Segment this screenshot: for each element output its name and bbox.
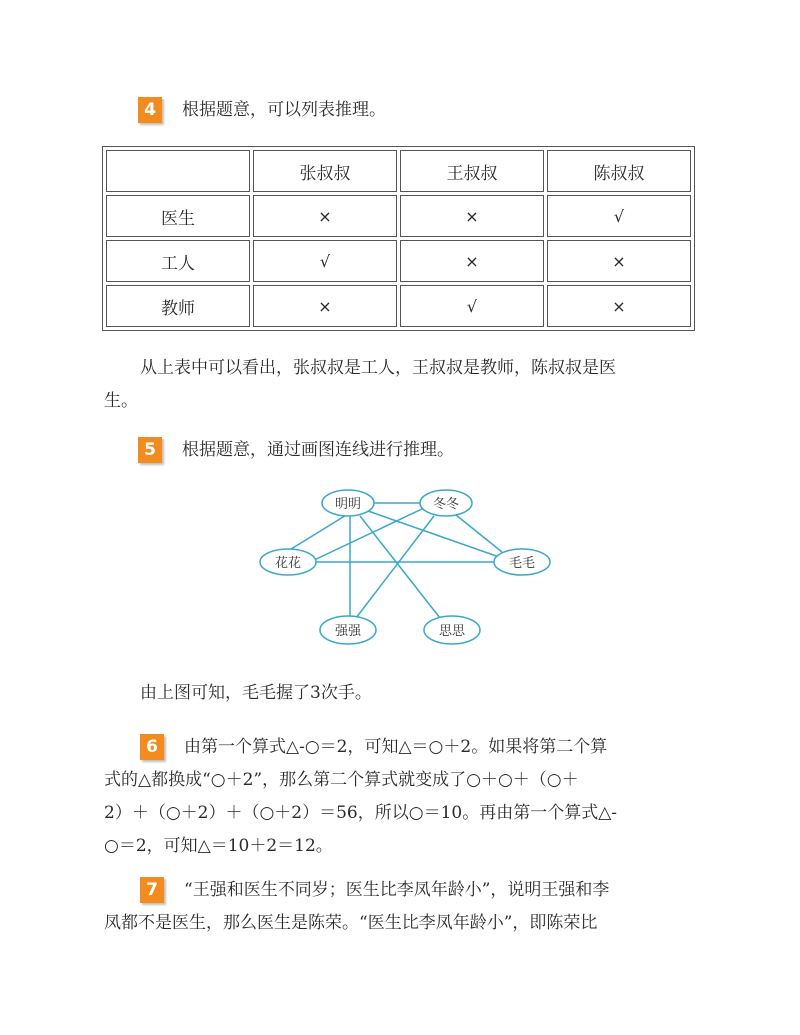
table-header-cell: 张叔叔 <box>253 150 397 192</box>
node-qiangqiang-label: 强强 <box>334 624 362 639</box>
table-cell: × <box>400 195 544 237</box>
table-cell: √ <box>547 195 691 237</box>
section-6-line2: 式的△都换成“○＋2”，那么第二个算式就变成了○＋○＋（○＋ <box>104 770 579 790</box>
table-row <box>106 195 691 237</box>
node-sisi-label: 思思 <box>438 624 466 639</box>
node-maomao-label: 毛毛 <box>508 556 536 571</box>
graph-nodes <box>260 490 550 644</box>
table-cell: √ <box>400 285 544 327</box>
table-cell: × <box>547 240 691 282</box>
table-cell: × <box>400 240 544 282</box>
table-header-row <box>106 150 691 192</box>
edge-dongdong-maomao <box>456 515 502 552</box>
table-row <box>106 240 691 282</box>
section-4-conclusion-line1: 从上表中可以看出，张叔叔是工人，王叔叔是教师，陈叔叔是医 <box>140 358 616 378</box>
table-cell: × <box>547 285 691 327</box>
section-4-intro: 根据题意，可以列表推理。 <box>182 100 386 120</box>
reasoning-table <box>102 146 695 331</box>
section-4-number-badge: 4 <box>138 97 162 123</box>
section-6-line3: 2）＋（○＋2）＋（○＋2）＝56，所以○＝10。再由第一个算式△- <box>104 803 618 823</box>
section-6-number-badge: 6 <box>140 734 164 760</box>
section-7-number-badge: 7 <box>140 877 164 903</box>
table-row <box>106 285 691 327</box>
section-5-intro: 根据题意，通过画图连线进行推理。 <box>182 440 454 460</box>
table-cell: × <box>253 285 397 327</box>
edge-dongdong-huahua <box>310 508 424 562</box>
section-6-line1: 由第一个算式△-○＝2，可知△＝○＋2。如果将第二个算 <box>184 737 608 757</box>
handshake-graph <box>240 478 560 658</box>
section-7-line2: 凤都不是医生，那么医生是陈荣。“医生比李凤年龄小”，即陈荣比 <box>104 913 598 933</box>
node-huahua-label: 花花 <box>274 556 302 571</box>
node-mingming-label: 明明 <box>334 497 362 512</box>
section-7-line1: “王强和医生不同岁；医生比李凤年龄小”，说明王强和李 <box>184 880 610 900</box>
edge-dongdong-qiangqiang <box>356 516 434 618</box>
table-header-cell: 陈叔叔 <box>547 150 691 192</box>
section-5-conclusion: 由上图可知，毛毛握了3次手。 <box>140 683 372 703</box>
row-label-cell: 医生 <box>106 195 250 237</box>
node-dongdong-label: 冬冬 <box>432 497 460 512</box>
table-cell: × <box>253 195 397 237</box>
section-6-line4: ○＝2，可知△＝10＋2＝12。 <box>104 836 333 856</box>
row-label-cell: 工人 <box>106 240 250 282</box>
table-header-cell: 王叔叔 <box>400 150 544 192</box>
row-label-cell: 教师 <box>106 285 250 327</box>
table-header-cell <box>106 150 250 192</box>
section-4-conclusion-line2: 生。 <box>104 391 138 411</box>
table-cell: √ <box>253 240 397 282</box>
section-5-number-badge: 5 <box>138 437 162 463</box>
